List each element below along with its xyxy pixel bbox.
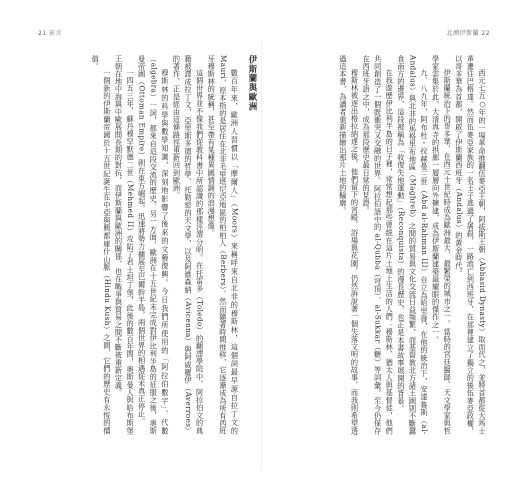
right-page-folio: 北溯伊斯蘭 22 [446,30,490,37]
paragraph: 九、八九年，阿布杜・拉赫曼三世（Abd al-Rahman III）自立為哈里發，在他的統治下，安達魯斯（al-Andalus）與北非的馬格里布地區（Maghreb）之間的貿易與文化交流日益頻繁，而基督教北方諸王國則不斷蠶食南方的邊界，這段被稱為「收復失地運動」（Reconquista）的漫長歷史，也正是本書故事展開的背景。 [396,55,430,435]
paragraph: 在我遊歷伊比利半島的日子裡，常常想起那些曾經在這片土地上生活的人們：穆斯林、猶太人與基督徒，他們共同創造了一個既衝突又交融的世界。阿拉伯語中的 al-Qubba（穹頂）、al-Sukkar（糖）等詞彙，至今仍保存在西班牙語之中，成為那段歷史最日常的見證。 [362,55,395,435]
paragraph: 伊斯蘭統治下的哥多華，在西元十世紀時成為歐洲最大、最繁榮的城市之一。當時的宮廷醫師、天文學家與哲學家雲集於此，大清真寺的拱廊一層層向外擴建，成為伊斯蘭建築最耀眼的傑作之一。 [431,55,453,435]
right-page [266,55,488,475]
right-page-body [266,55,488,435]
paragraph: 數百年來，歐洲人習慣以「摩爾人」（Moors）來稱呼來自北非的穆斯林，這個詞最早源自拉丁文的 Mauri，原本指的是居住在北非毛里塔尼亞地區的柏柏人（Berbers）。然而隨著時間推移，它逐漸成為所有西班牙穆斯林的統稱，甚至帶有某種異國情調的浪漫想像。 [207,55,240,435]
paragraph: 穆斯林被逐出格拉納達之後，他們留下的宮殿、浴場與花園，仍然訴說著一個失落文明的故事，而我則希望透過這本書，為讀者重新描繪出那片土地的輪廓。 [338,55,360,435]
paragraph: 一四五三年，蘇丹穆罕默德二世（Mehmed II）攻陷了君士坦丁堡，此後的數百年間，奧斯曼人與哈布斯堡王朝在地中海與中歐展開長期的對抗，而伊斯蘭與歐洲的關係，也在戰爭與貿易之間不斷被重新定義。 [114,55,136,435]
paragraph: 這個世界並不像我們從教科書中所認識的那樣涇渭分明。在托雷多（Toledo）的翻譯學院中，阿拉伯文的典籍被譯成拉丁文，亞里斯多德的哲學、托勒密的天文學，以及阿維森納（Avicenna）與阿威羅伊（Averroes）的著作，正是經由這條路徑重新回到歐洲。 [172,55,205,435]
section-heading: 伊斯蘭與歐洲 [248,55,258,112]
page-gutter [261,40,262,470]
paragraph: 穆斯林的科學與數學知識，深刻地影響了後來的文藝復興。今日我們所使用的「阿拉伯數字」、代數（algebra）一詞，都來自這段交流的歷史。另一方面，歐洲在十五世紀末完成對伊比利半島的征服之後，奧斯曼帝國（Ottoman Empire）則在東方崛起，迅速將勢力擴展至巴爾幹半島，兩個世界的相遇從未真正停止。 [137,55,170,435]
paragraph: 一個新的伊斯蘭帝國於十五世紀誕生在中亞與興都庫什山脈（Hindu Kush）之間，它們的歷史有永恆的價值。 [91,55,112,435]
paragraph: 西元七五○年的一場革命推翻伍麥亞王朝，阿拔斯王朝（Abbasid Dynasty）取而代之，並將首都從大馬士革遷往巴格達。然而伍麥亞家族的一名王子逃過了屠殺，一路流亡到西班牙，在那裡建立了獨立的後伍麥亞政權，以哥多華為首都，開啟了伊斯蘭西班牙（Andalus）的黃金時代。 [454,55,487,435]
left-page [34,55,258,475]
left-page-folio: 21 前言 [38,30,63,37]
left-page-body [34,55,258,435]
